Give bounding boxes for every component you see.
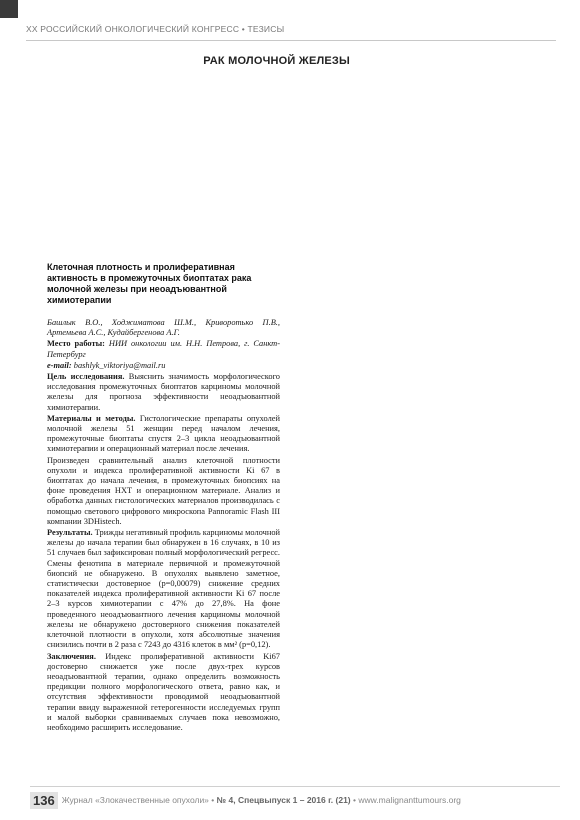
results-text: Трижды негативный профиль карциномы молочной железы до начала терапии был обнаружен в 16 случаях, в 10 из 51 случаев был зафиксирован полный морфологический регресс. Смены фенотипа в материале первичной и промежуточной биопсий не обнаружено. В опухолях выявлено заметное, статистически достоверное (p=0,00079) снижение средних показателей индекса пролиферативной активности Ki 67 после 2–3 курсов химиотерапии с 47% до 27,8%. На фоне проведенного неоадъювантного лечения карциномы молочной железы не обнаружено достоверного снижения показателей клеточной плотности в опухоли, хотя абсолютные значения снизились почти в 2 раза с 7243 до 4316 клеток в мм² (p=0,12).	[47, 528, 281, 650]
aim-paragraph	[47, 372, 280, 413]
footer-separator: •	[211, 795, 215, 805]
results-label: Результаты.	[47, 528, 93, 538]
running-header: XX РОССИЙСКИЙ ОНКОЛОГИЧЕСКИЙ КОНГРЕСС • ТЕЗИСЫ	[26, 24, 556, 41]
email-line	[47, 361, 280, 371]
conclusion-paragraph	[47, 652, 280, 734]
methods-paragraph	[47, 414, 280, 455]
conclusion-label: Заключения.	[47, 651, 96, 661]
methods-label: Материалы и методы.	[47, 413, 136, 423]
methods-paragraph-2: Произведен сравнительный анализ клеточной плотности опухоли и индекса пролиферативной активности Ki 67 в биоптатах до начала лечения, в промежуточных биопсиях на фоне проведения НХТ и операционном материале. Анализ и обработка данных гистологических материалов производилась с помощью светового цифрового микроскопа Pannoramic Flash III компании 3DHistech.	[47, 455, 280, 526]
authors: Башлык В.О., Ходжиматова Ш.М., Криворотько П.В., Артемьева А.С., Кудайбергенова А.Г.	[47, 318, 280, 338]
page-footer	[30, 786, 560, 811]
article-title: Клеточная плотность и пролиферативная активность в промежуточных биоптатах рака молочной железы при неоадъювантной химиотерапии	[47, 262, 252, 305]
footer-separator-2: •	[353, 795, 356, 805]
aim-text: Выяснить значимость морфологического исследования промежуточных биоптатов карциномы молочной железы для прогноза эффективности неоадъювантной химиотерапии.	[47, 372, 280, 412]
workplace	[47, 339, 280, 359]
email-link[interactable]: bashlyk_viktoriya@mail.ru	[73, 360, 166, 370]
section-title: РАК МОЛОЧНОЙ ЖЕЛЕЗЫ	[203, 55, 350, 67]
journal-name: Журнал «Злокачественные опухоли»	[61, 795, 209, 805]
aim-label: Цель исследования.	[47, 372, 125, 382]
conclusion-text: Индекс пролиферативной активности Ki67 достоверно снижается уже после двух-трех курсов неоадъювантной терапии, однако определить возможность предикции полного морфологического ответа, равно как, и отсутствия эффективности проводимой неоадъювантной терапии ввиду выраженной гетерогенности исследуемых групп и малой выборки сравниваемых случаев пока невозможно, необходимо расширить исследование.	[47, 651, 280, 732]
issue-info: № 4, Спецвыпуск 1 – 2016 г. (21)	[216, 795, 351, 805]
methods-text: Гистологические препараты опухолей молочной железы 51 женщин перед началом лечения, промежуточные биоптаты спустя 2–3 цикла неоадъювантной химиотерапии и операционный материал после лечения.	[47, 413, 281, 454]
email-label: e-mail:	[47, 360, 72, 370]
corner-mark	[0, 0, 18, 18]
workplace-label: Место работы:	[47, 339, 105, 349]
abstract	[47, 262, 280, 734]
workplace-text: НИИ онкологии им. Н.Н. Петрова, г. Санкт-Петербург	[47, 339, 281, 359]
journal-url[interactable]: www.malignanttumours.org	[358, 795, 461, 805]
results-paragraph	[47, 528, 280, 650]
page-number: 136	[30, 792, 58, 809]
